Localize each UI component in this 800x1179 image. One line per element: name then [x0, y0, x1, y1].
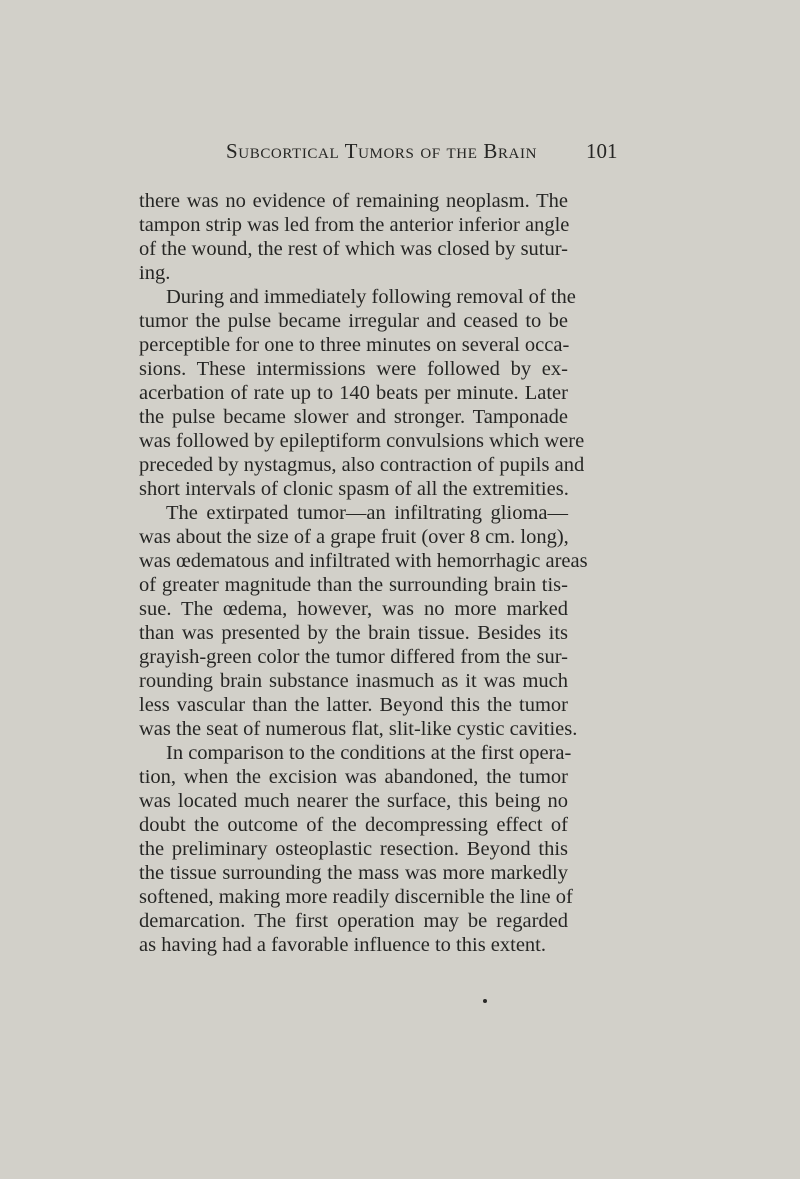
- text-line: the pulse became slower and stronger. Tamponade: [139, 406, 568, 428]
- text-line: perceptible for one to three minutes on several occa-: [139, 334, 570, 356]
- text-line: was the seat of numerous flat, slit-like cystic cavities.: [139, 718, 578, 740]
- text-line: grayish-green color the tumor differed from the sur-: [139, 646, 568, 668]
- text-line: tampon strip was led from the anterior inferior angle: [139, 214, 570, 236]
- text-line: acerbation of rate up to 140 beats per minute. Later: [139, 382, 568, 404]
- text-line: softened, making more readily discernible the line of: [139, 886, 573, 908]
- text-line: ing.: [139, 262, 171, 284]
- text-line: was about the size of a grape fruit (over 8 cm. long),: [139, 526, 569, 548]
- text-line: was located much nearer the surface, this being no: [139, 790, 568, 812]
- ink-speck: [483, 999, 487, 1003]
- text-line: of the wound, the rest of which was closed by sutur-: [139, 238, 568, 260]
- text-line: was followed by epileptiform convulsions which were: [139, 430, 585, 452]
- page-number: 101: [586, 139, 618, 163]
- text-line: sions. These intermissions were followed by ex-: [139, 358, 568, 380]
- text-line: demarcation. The first operation may be regarded: [139, 910, 568, 932]
- text-line: of greater magnitude than the surrounding brain tis-: [139, 574, 568, 596]
- text-line: as having had a favorable influence to this extent.: [139, 934, 547, 956]
- text-line: less vascular than the latter. Beyond this the tumor: [139, 694, 568, 716]
- text-line: doubt the outcome of the decompressing effect of: [139, 814, 568, 836]
- text-line: the tissue surrounding the mass was more markedly: [139, 862, 568, 884]
- running-head: [0, 139, 800, 169]
- text-line: In comparison to the conditions at the first opera-: [166, 742, 572, 764]
- text-line: rounding brain substance inasmuch as it was much: [139, 670, 568, 692]
- text-line: sue. The œdema, however, was no more marked: [139, 598, 568, 620]
- text-line: The extirpated tumor—an infiltrating glioma—: [166, 502, 568, 524]
- text-line: tumor the pulse became irregular and ceased to be: [139, 310, 568, 332]
- text-line: preceded by nystagmus, also contraction of pupils and: [139, 454, 585, 476]
- text-line: short intervals of clonic spasm of all the extremities.: [139, 478, 569, 500]
- text-line: there was no evidence of remaining neoplasm. The: [139, 190, 568, 212]
- text-line: tion, when the excision was abandoned, the tumor: [139, 766, 568, 788]
- running-head-title: Subcortical Tumors of the Brain: [226, 139, 538, 163]
- text-line: than was presented by the brain tissue. Besides its: [139, 622, 568, 644]
- text-line: the preliminary osteoplastic resection. Beyond this: [139, 838, 568, 860]
- text-line: During and immediately following removal of the: [166, 286, 576, 308]
- text-line: was œdematous and infiltrated with hemorrhagic areas: [139, 550, 588, 572]
